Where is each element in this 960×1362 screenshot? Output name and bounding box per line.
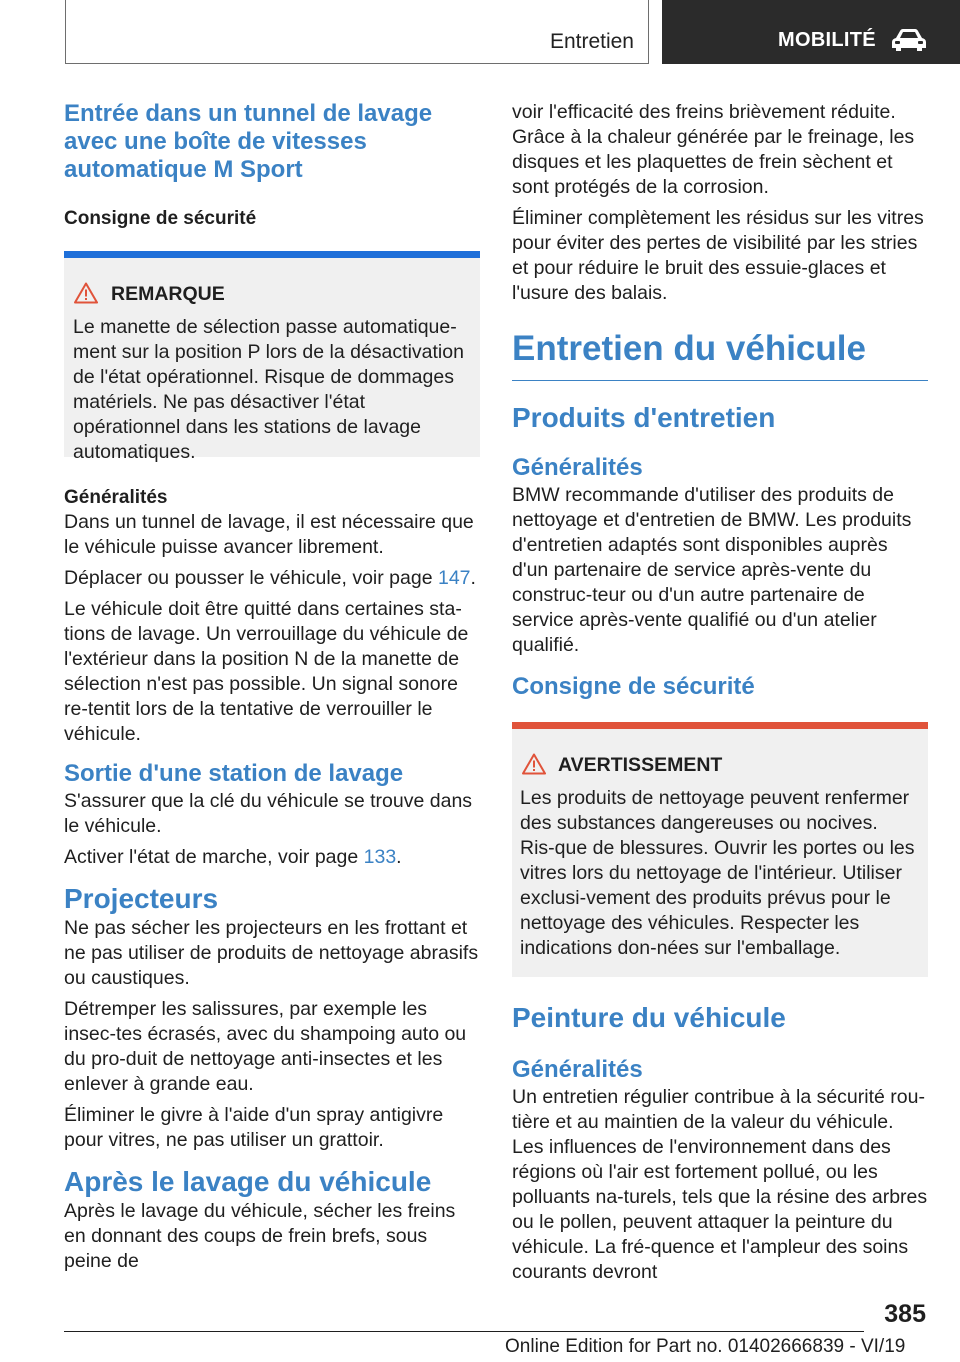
headlights-paragraph-2: Détremper les salissures, par exemple les insec-tes écrasés, avec du shampoing auto ou du pro-duit de nettoyage anti-insectes et les enlever à grande eau. (64, 998, 467, 1095)
paint-paragraph: Un entretien régulier contribue à la sécurité rou-tière et au maintien de la valeur du véhicule. Les influences de l'environnement dans des régions où l'air est fortement pollué, ou les polluants na-turels, tels que la résine des arbres ou le pollen, peuvent attaquer la peinture du véhicule. La fré-quence et l'ampleur des soins courants devront (512, 1086, 928, 1283)
note-text: Le manette de sélection passe automatique-ment sur la position P lors de la désactivation de l'état opérationnel. Risque de dommages matériels. Ne pas désactiver l'état opérationnel dans les stations de lavage automatiques. (73, 316, 464, 463)
header-section-title: Entretien (549, 30, 634, 53)
exit-paragraph-1: S'assurer que la clé du véhicule se trouve dans le véhicule. (64, 790, 473, 837)
continued-paragraph-1: voir l'efficacité des freins brièvement réduite. Grâce à la chaleur générée par le freinage, les disques et les plaquettes de frein sèchent et sont protégés de la corrosion. (512, 101, 915, 198)
warning-triangle-icon (522, 753, 546, 775)
products-general-heading: Généralités (512, 454, 643, 481)
page-link-133[interactable]: 133 (363, 846, 397, 868)
safety-heading-right: Consigne de sécurité (512, 673, 755, 700)
header-chapter-title: MOBILITÉ (778, 29, 876, 51)
warning-label: AVERTISSEMENT (558, 754, 723, 776)
general-paragraph-3: Le véhicule doit être quitté dans certaines sta-tions de lavage. Un verrouillage du véhicule de l'extérieur dans la position N de la manette de sélection n'est pas possible. Un signal sonore re-tentit lors de la tentative de verrouiller le véhicule. (64, 598, 469, 745)
paint-general-heading: Généralités (512, 1056, 643, 1083)
products-heading: Produits d'entretien (512, 402, 776, 433)
section-title-tunnel: Entrée dans un tunnel de lavage avec une boîte de vitesses automatique M Sport (64, 100, 433, 183)
left-column (64, 100, 480, 1274)
note-box (64, 251, 480, 463)
note-label: REMARQUE (111, 283, 225, 305)
products-paragraph: BMW recommande d'utiliser des produits de nettoyage et d'entretien de BMW. Les produits d'entretien adaptés sont disponibles auprès d'un partenaire de service après-vente du construc-teur ou d'un autre partenaire de service après-vente qualifié ou d'un atelier qualifié. (512, 484, 912, 656)
headlights-paragraph-1: Ne pas sécher les projecteurs en les frottant et ne pas utiliser de produits de nettoyage abrasifs ou caustiques. (64, 917, 479, 989)
page-number: 385 (884, 1300, 926, 1328)
exit-heading: Sortie d'une station de lavage (64, 760, 404, 787)
warning-text: Les produits de nettoyage peuvent renfermer des substances dangereuses ou nocives. Ris-que de blessures. Ouvrir les portes ou les vitres lors du nettoyage de l'intérieur. Utiliser exclusi-vement des produits prévus pour le nettoyage des véhicules. Respecter les indications don-nées sur l'emballage. (520, 787, 915, 959)
warning-box (512, 722, 928, 977)
general-paragraph-2: Déplacer ou pousser le véhicule, voir page 147. (64, 567, 476, 589)
chapter-heading-rule (512, 380, 928, 381)
paint-heading: Peinture du véhicule (512, 1002, 786, 1033)
car-icon (890, 28, 928, 52)
continued-paragraph-2: Éliminer complètement les résidus sur les vitres pour éviter des pertes de visibilité par les stries et pour réduire le bruit des essuie-glaces et l'usure des balais. (512, 207, 924, 304)
headlights-paragraph-3: Éliminer le givre à l'aide d'un spray antigivre pour vitres, ne pas utiliser un grattoir. (64, 1104, 444, 1151)
headlights-heading: Projecteurs (64, 883, 219, 914)
general-heading-left: Généralités (64, 487, 168, 508)
header-chapter-box (662, 0, 960, 64)
general-paragraph-1: Dans un tunnel de lavage, il est nécessaire que le véhicule puisse avancer librement. (64, 511, 474, 558)
page-link-147[interactable]: 147 (437, 567, 471, 589)
footer-edition: Online Edition for Part no. 01402666839 - VI/19 (505, 1336, 906, 1357)
after-wash-paragraph: Après le lavage du véhicule, sécher les freins en donnant des coups de frein brefs, sous peine de (64, 1200, 456, 1272)
safety-heading-left: Consigne de sécurité (64, 208, 257, 229)
exit-paragraph-2: Activer l'état de marche, voir page 133. (64, 846, 402, 868)
header-section-box (65, 0, 649, 64)
footer-rule (64, 1331, 864, 1332)
chapter-heading-care: Entretien du véhicule (512, 329, 866, 368)
right-column (512, 100, 928, 1285)
warning-triangle-icon (74, 282, 98, 304)
after-wash-heading: Après le lavage du véhicule (64, 1166, 432, 1197)
